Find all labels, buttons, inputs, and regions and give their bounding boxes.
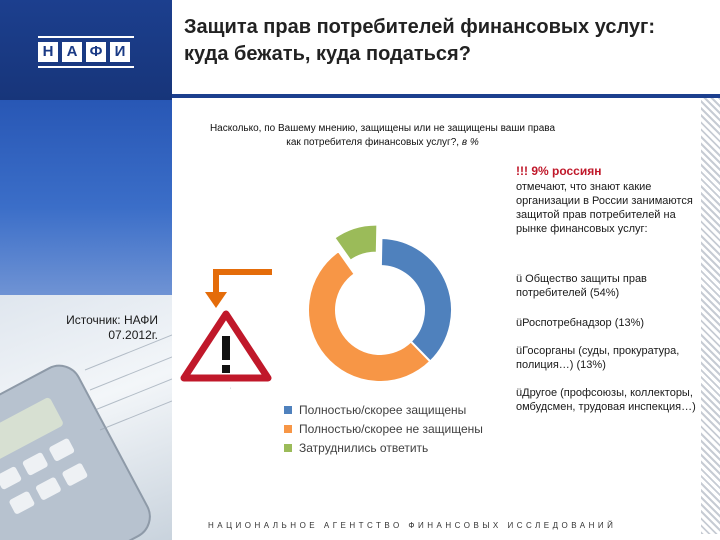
legend-swatch — [284, 425, 292, 433]
logo-panel — [0, 0, 172, 100]
legend-item — [284, 400, 483, 419]
calculator-photo — [0, 295, 172, 540]
legend-item — [284, 419, 483, 438]
chart-legend — [284, 400, 483, 457]
logo-letter: Ф — [86, 42, 106, 62]
org-list-item: üДругое (профсоюзы, коллекторы, омбудсмен, трудовая инспекция…) — [516, 387, 696, 413]
warning-icon — [180, 310, 272, 382]
legend-label: Полностью/скорее не защищены — [299, 421, 483, 436]
logo-letter: Н — [38, 42, 58, 62]
callout — [516, 164, 704, 236]
callout-text: отмечают, что знают какие организации в России занимаются защитой прав потребителей на рынке финансовых услуг: — [516, 181, 693, 235]
org-list-item: üГосорганы (суды, прокуратура, полиция…) (13%) — [516, 345, 680, 371]
calculator-illustration — [0, 295, 172, 540]
legend-label: Затруднились ответить — [299, 440, 429, 455]
question-text: Насколько, по Вашему мнению, защищены или не защищены ваши права как потребителя финансовых услуг?, — [209, 123, 556, 148]
decorative-blue-panel — [0, 100, 172, 295]
survey-question — [205, 122, 560, 150]
data-label — [230, 385, 231, 399]
sidebar — [0, 0, 172, 540]
source-line: Источник: НАФИ — [66, 313, 158, 327]
legend-swatch — [284, 444, 292, 452]
footer-tagline: НАЦИОНАЛЬНОЕ АГЕНТСТВО ФИНАНСОВЫХ ИССЛЕДОВАНИЙ — [208, 521, 617, 530]
legend-swatch — [284, 406, 292, 414]
org-list-item: ü Общество защиты прав потребителей (54%) — [516, 273, 647, 299]
nafi-logo — [38, 42, 130, 62]
donut-slice — [381, 238, 452, 362]
legend-item — [284, 438, 483, 457]
legend-label: Полностью/скорее защищены — [299, 402, 467, 417]
question-unit: в % — [461, 137, 479, 148]
page-title: Защита прав потребителей финансовых услуг: куда бежать, куда податься? — [184, 16, 655, 65]
source-date: 07.2012г. — [108, 328, 158, 342]
header-rule — [172, 94, 720, 98]
logo-letter: А — [62, 42, 82, 62]
org-list-item: üРоспотребнадзор (13%) — [516, 317, 645, 329]
logo-rule-bottom — [38, 66, 134, 68]
logo-letter: И — [110, 42, 130, 62]
callout-headline: !!! 9% россиян — [516, 164, 602, 178]
logo-rule-top — [38, 36, 134, 38]
